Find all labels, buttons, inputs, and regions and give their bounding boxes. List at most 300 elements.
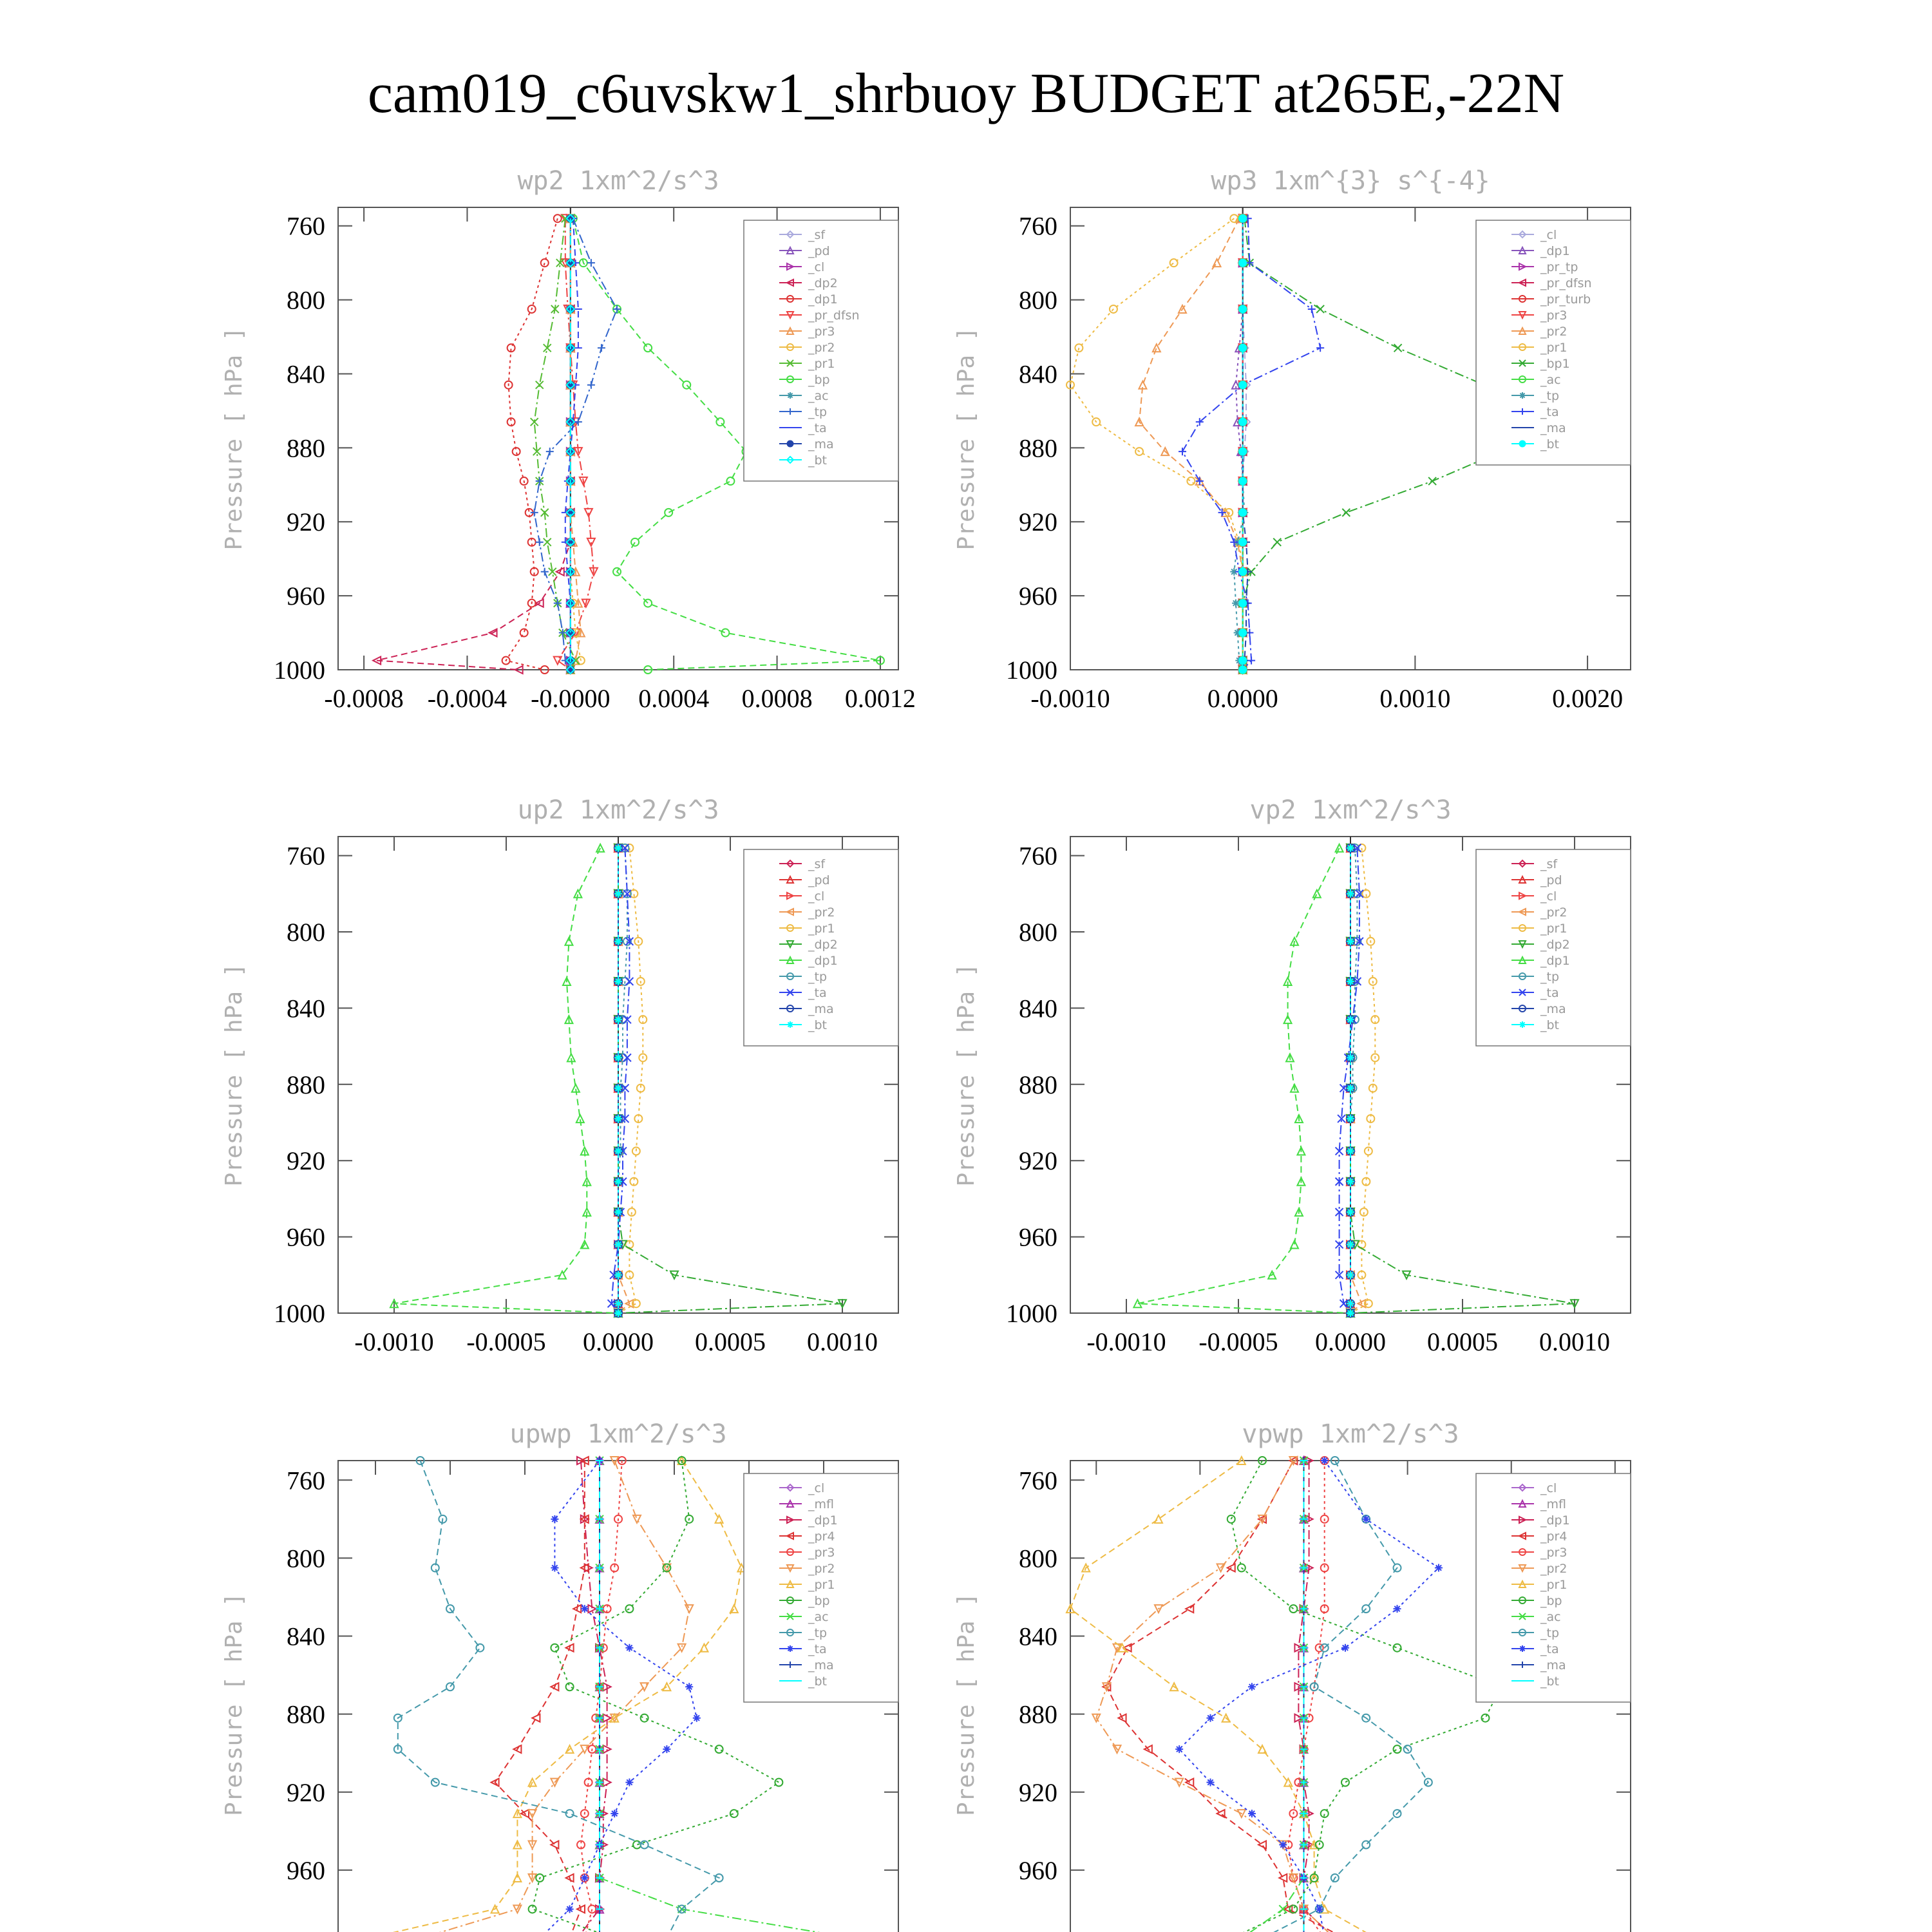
data-point [1362, 1841, 1370, 1849]
data-point [536, 381, 544, 389]
data-point [1239, 657, 1247, 665]
series-line [394, 848, 618, 1313]
series-line [1070, 218, 1243, 670]
legend-entry: _bt [1540, 1674, 1560, 1689]
data-point [1153, 344, 1160, 352]
data-point [1239, 214, 1247, 222]
series-line [377, 218, 571, 670]
y-tick-label: 880 [1019, 1700, 1057, 1729]
data-point [567, 418, 574, 426]
data-point [614, 1240, 622, 1248]
series-line [1182, 218, 1320, 670]
legend [744, 1473, 898, 1702]
legend-entry: _dp2 [808, 276, 838, 290]
data-point [715, 1515, 723, 1523]
legend-entry: _pd [808, 873, 830, 887]
y-tick-label: 800 [1019, 285, 1057, 315]
data-point [446, 1683, 454, 1690]
legend-entry: _pr_tp [1540, 260, 1578, 274]
y-axis-label: Pressure [ hPa ] [221, 327, 247, 551]
legend-entry: _ac [808, 389, 829, 403]
series-dp1 [502, 214, 562, 674]
legend-marker [1519, 392, 1526, 399]
data-point [1207, 1714, 1215, 1722]
y-tick-label: 840 [287, 994, 325, 1023]
data-point [614, 890, 622, 898]
series-line [368, 1461, 741, 1932]
data-point [1248, 1683, 1256, 1690]
legend-entry: _bt [808, 453, 828, 468]
data-point [1347, 1147, 1354, 1155]
y-tick-label: 840 [1019, 1622, 1057, 1651]
data-point [633, 1515, 641, 1523]
data-point [614, 1300, 622, 1307]
data-point [693, 1714, 701, 1722]
y-tick-label: 800 [1019, 1544, 1057, 1573]
data-point [1239, 381, 1247, 389]
legend-entry: _ma [808, 1002, 834, 1016]
data-point [565, 938, 573, 945]
legend-entry: _bt [1540, 1018, 1560, 1032]
chart-panel-5 [221, 1419, 947, 1932]
x-tick-label: -0.0010 [1086, 1327, 1166, 1356]
data-point [1347, 1115, 1354, 1122]
data-point [1213, 259, 1221, 267]
data-point [1175, 1745, 1183, 1753]
data-point [1347, 844, 1354, 852]
series-bp [1227, 1457, 1505, 1932]
data-point [721, 629, 729, 637]
series-line [1262, 1461, 1428, 1932]
data-point [1291, 1240, 1298, 1248]
legend-entry: _dp1 [1540, 954, 1570, 968]
data-point [551, 1644, 558, 1652]
legend-entry: _pr2 [808, 905, 835, 920]
legend-marker [787, 392, 793, 399]
x-tick-label: 0.0005 [1427, 1327, 1498, 1356]
data-point [1347, 1016, 1354, 1023]
data-point [775, 1779, 782, 1786]
data-point [541, 568, 549, 576]
series-dp2 [373, 214, 574, 674]
legend-marker [1519, 440, 1526, 447]
data-point [614, 1115, 622, 1122]
data-point [1428, 477, 1436, 485]
data-point [551, 1515, 558, 1523]
data-point [614, 1178, 622, 1186]
series-ac [1238, 1457, 1308, 1932]
legend-entry: _sf [808, 228, 826, 242]
y-tick-label: 920 [1019, 507, 1057, 537]
data-point [1394, 344, 1402, 352]
panel-title: wp3 1xm^{3} s^{-4} [1211, 166, 1490, 196]
data-point [1239, 259, 1247, 267]
data-point [1239, 629, 1247, 637]
legend-entry: _tp [808, 405, 828, 419]
data-point [726, 477, 734, 485]
panel-title: wp2 1xm^2/s^3 [517, 166, 719, 196]
data-point [536, 538, 544, 546]
data-point [625, 1605, 633, 1613]
data-point [614, 1271, 622, 1279]
data-point [614, 1208, 622, 1216]
y-tick-label: 880 [1019, 433, 1057, 463]
x-tick-label: 0.0010 [807, 1327, 878, 1356]
legend-marker [1519, 1645, 1526, 1652]
x-tick-label: -0.0005 [1198, 1327, 1278, 1356]
x-tick-label: 0.0004 [638, 684, 710, 713]
data-point [1321, 1457, 1329, 1464]
data-point [614, 1309, 622, 1317]
legend-entry: _pr4 [1540, 1530, 1567, 1544]
y-tick-label: 760 [287, 1466, 325, 1495]
x-tick-label: 0.0020 [1552, 684, 1624, 713]
legend-entry: _mfl [1540, 1497, 1566, 1511]
legend-entry: _bt [1540, 437, 1560, 451]
data-point [532, 1714, 540, 1722]
series-dp1 [1133, 844, 1354, 1317]
legend [1476, 849, 1631, 1046]
legend-entry: _pr2 [808, 341, 835, 355]
data-point [1316, 344, 1324, 352]
x-tick-label: -0.0000 [531, 684, 611, 713]
data-point [633, 1841, 641, 1849]
data-point [596, 844, 604, 852]
legend-entry: _ma [1540, 421, 1566, 435]
y-tick-label: 800 [1019, 918, 1057, 947]
data-point [685, 1683, 693, 1690]
x-tick-label: 0.0012 [844, 684, 916, 713]
series-line [1139, 218, 1243, 670]
data-point [1342, 509, 1350, 516]
data-point [685, 1605, 693, 1613]
x-tick-label: -0.0010 [1030, 684, 1110, 713]
panel-title: vp2 1xm^2/s^3 [1249, 795, 1452, 825]
y-tick-label: 760 [1019, 211, 1057, 241]
series-line [533, 1461, 779, 1932]
legend-entry: _pr1 [1540, 341, 1567, 355]
legend-entry: _pr1 [1540, 1578, 1567, 1592]
series-line [495, 1461, 600, 1932]
data-point [1313, 890, 1321, 898]
legend [744, 220, 898, 481]
legend-entry: _dp2 [808, 938, 838, 952]
legend-entry: _ma [1540, 1658, 1566, 1672]
data-point [1239, 305, 1247, 313]
y-axis-label: Pressure [ hPa ] [953, 963, 980, 1187]
data-point [614, 938, 622, 945]
y-tick-label: 840 [1019, 359, 1057, 389]
legend-entry: _dp1 [1540, 244, 1570, 258]
legend-entry: _bt [808, 1674, 828, 1689]
legend-entry: _tp [808, 970, 828, 984]
x-tick-label: -0.0008 [324, 684, 404, 713]
legend-entry: _dp1 [808, 1513, 838, 1528]
data-point [1394, 1745, 1401, 1753]
legend-entry: _pr3 [808, 325, 835, 339]
legend-entry: _bp [1540, 1594, 1562, 1608]
data-point [628, 1208, 636, 1216]
data-point [614, 1084, 622, 1092]
data-point [665, 509, 672, 516]
legend-entry: _pr_dfsn [1540, 276, 1592, 290]
legend-marker [787, 1645, 793, 1652]
data-point [513, 1874, 521, 1882]
data-point [1284, 1016, 1292, 1023]
data-point [631, 538, 639, 546]
data-point [1239, 418, 1247, 426]
legend [1476, 220, 1631, 465]
y-tick-label: 880 [1019, 1070, 1057, 1099]
legend-entry: _pr1 [808, 357, 835, 371]
data-point [683, 381, 690, 389]
chart-panel-3 [221, 795, 898, 1356]
x-tick-label: 0.0008 [741, 684, 813, 713]
data-point [716, 418, 724, 426]
y-tick-label: 800 [287, 285, 325, 315]
chart-panel-1 [221, 166, 916, 713]
series-line [535, 218, 617, 670]
data-point [614, 978, 622, 985]
legend-entry: _cl [808, 260, 825, 274]
data-point [1273, 538, 1281, 546]
y-tick-label: 1000 [274, 1299, 325, 1328]
x-tick-label: 0.0000 [1315, 1327, 1386, 1356]
y-tick-label: 960 [287, 1222, 325, 1252]
legend-entry: _dp1 [1540, 1513, 1570, 1528]
legend-entry: _pr2 [1540, 905, 1567, 920]
data-point [1247, 657, 1255, 665]
x-tick-label: -0.0004 [427, 684, 507, 713]
data-point [1239, 538, 1247, 546]
legend-entry: _sf [1540, 857, 1558, 871]
data-point [644, 600, 652, 607]
y-tick-label: 1000 [274, 656, 325, 685]
data-point [1394, 1605, 1401, 1613]
data-point [1239, 344, 1247, 352]
y-tick-label: 960 [1019, 1855, 1057, 1885]
series-line [1242, 1461, 1304, 1932]
x-tick-label: -0.0005 [466, 1327, 546, 1356]
data-point [566, 1683, 574, 1690]
data-point [730, 1810, 738, 1817]
data-point [1170, 259, 1178, 267]
data-point [1186, 1605, 1193, 1613]
legend-entry: _tp [1540, 1626, 1560, 1640]
data-point [1347, 938, 1354, 945]
data-point [625, 978, 633, 985]
data-point [1239, 666, 1247, 674]
y-tick-label: 760 [287, 841, 325, 871]
data-point [1336, 844, 1343, 852]
data-point [581, 1874, 589, 1882]
y-tick-label: 760 [1019, 841, 1057, 871]
data-point [1347, 1271, 1354, 1279]
data-point [587, 259, 595, 267]
data-point [476, 1644, 484, 1652]
data-point [1347, 1309, 1354, 1317]
legend-entry: _pr1 [1540, 922, 1567, 936]
data-point [715, 1745, 723, 1753]
legend-entry: _pr3 [808, 1546, 835, 1560]
data-point [1239, 600, 1247, 607]
series-pr4 [491, 1457, 603, 1932]
series-line [1137, 848, 1350, 1313]
legend-entry: _ma [808, 437, 834, 451]
series-ta [1175, 1457, 1443, 1932]
data-point [598, 344, 605, 352]
x-tick-label: 0.0005 [695, 1327, 766, 1356]
legend-entry: _pd [808, 244, 830, 258]
chart-panel-6 [953, 1419, 1663, 1932]
series-dp1 [390, 844, 622, 1317]
series-line [506, 218, 558, 670]
legend-entry: _bt [808, 1018, 828, 1032]
y-tick-label: 1000 [1006, 1299, 1057, 1328]
legend-entry: _ta [808, 1642, 827, 1656]
data-point [1187, 477, 1195, 485]
data-point [1347, 890, 1354, 898]
series-pr4 [1103, 1457, 1349, 1932]
data-point [1360, 1208, 1368, 1216]
data-point [541, 259, 549, 267]
data-point [1481, 1714, 1489, 1722]
y-tick-label: 880 [287, 1700, 325, 1729]
legend [744, 849, 898, 1046]
legend-entry: _sf [808, 857, 826, 871]
legend-entry: _bp1 [1540, 357, 1570, 371]
x-tick-label: 0.0000 [1207, 684, 1278, 713]
series-line [421, 1461, 690, 1932]
legend-entry: _pr2 [1540, 1562, 1567, 1576]
x-tick-label: 0.0010 [1539, 1327, 1610, 1356]
y-tick-label: 960 [287, 582, 325, 611]
data-point [614, 1054, 622, 1061]
legend-entry: _dp2 [1540, 938, 1570, 952]
legend-entry: _bp [808, 1594, 830, 1608]
data-point [1179, 448, 1186, 455]
data-point [1394, 1644, 1401, 1652]
y-axis-label: Pressure [ hPa ] [953, 327, 980, 551]
series-pr2 [1135, 214, 1247, 674]
y-axis-label: Pressure [ hPa ] [221, 963, 247, 1187]
data-point [1239, 448, 1247, 455]
legend-entry: _cl [1540, 228, 1557, 242]
legend-entry: _dp1 [808, 954, 838, 968]
legend-entry: _ta [1540, 986, 1559, 1000]
y-tick-label: 800 [287, 1544, 325, 1573]
y-tick-label: 960 [1019, 582, 1057, 611]
legend-entry: _pr3 [1540, 1546, 1567, 1560]
y-tick-label: 920 [287, 1146, 325, 1176]
series-pr1 [1066, 214, 1247, 674]
chart-panel-2 [953, 166, 1631, 713]
legend-entry: _pr4 [808, 1530, 835, 1544]
data-point [1347, 1208, 1354, 1216]
x-tick-label: 0.0010 [1379, 684, 1451, 713]
legend-entry: _ma [1540, 1002, 1566, 1016]
legend-entry: _ta [1540, 405, 1559, 419]
data-point [1347, 1300, 1354, 1307]
panel-title: up2 1xm^2/s^3 [517, 795, 719, 825]
y-tick-label: 920 [287, 507, 325, 537]
data-point [581, 1605, 589, 1613]
data-point [663, 1745, 670, 1753]
data-point [1316, 1905, 1323, 1913]
y-tick-label: 840 [287, 359, 325, 389]
data-point [520, 629, 528, 637]
data-point [1347, 1084, 1354, 1092]
legend-entry: _pd [1540, 873, 1562, 887]
series-pr1 [1066, 1457, 1380, 1932]
data-point [1347, 978, 1354, 985]
x-tick-label: 0.0000 [583, 1327, 654, 1356]
page-title: cam019_c6uvskw1_shrbuoy BUDGET at265E,-22N [367, 62, 1565, 125]
series-line [540, 1461, 697, 1932]
series-line [398, 1461, 719, 1932]
y-tick-label: 880 [287, 1070, 325, 1099]
legend-entry: _cl [808, 1481, 825, 1495]
chart-panel-4 [953, 795, 1631, 1356]
y-tick-label: 960 [1019, 1222, 1057, 1252]
legend-entry: _pr1 [808, 922, 835, 936]
legend-entry: _dp1 [808, 292, 838, 307]
legend-entry: _tp [1540, 389, 1560, 403]
y-tick-label: 960 [287, 1855, 325, 1885]
data-point [614, 844, 622, 852]
y-axis-label: Pressure [ hPa ] [221, 1593, 247, 1816]
legend-entry: _ma [808, 1658, 834, 1672]
data-point [641, 1714, 649, 1722]
data-point [1347, 1240, 1354, 1248]
y-axis-label: Pressure [ hPa ] [953, 1593, 980, 1816]
data-point [585, 509, 592, 516]
legend-entry: _cl [1540, 889, 1557, 904]
y-tick-label: 840 [287, 1622, 325, 1651]
data-point [625, 1644, 633, 1652]
legend-entry: _ac [1540, 1610, 1561, 1624]
x-tick-label: -0.0010 [354, 1327, 434, 1356]
legend-entry: _bp [808, 373, 830, 387]
legend-entry: _cl [1540, 1481, 1557, 1495]
legend-entry: _ta [1540, 1642, 1559, 1656]
series-pr2 [1092, 1457, 1339, 1932]
legend-entry: _ac [1540, 373, 1561, 387]
data-point [587, 381, 595, 389]
y-tick-label: 1000 [1006, 656, 1057, 685]
legend-marker [787, 440, 793, 447]
data-point [1435, 1564, 1443, 1572]
series-ta [536, 1457, 701, 1932]
legend-entry: _ta [808, 986, 827, 1000]
y-tick-label: 800 [287, 918, 325, 947]
data-point [1239, 477, 1247, 485]
y-tick-label: 840 [1019, 994, 1057, 1023]
legend-entry: _pr2 [1540, 325, 1567, 339]
data-point [614, 1016, 622, 1023]
data-point [625, 1779, 633, 1786]
y-tick-label: 920 [1019, 1146, 1057, 1176]
data-point [1239, 568, 1247, 576]
data-point [1341, 1779, 1349, 1786]
panel-title: vpwp 1xm^2/s^3 [1242, 1419, 1459, 1449]
data-point [544, 538, 551, 546]
legend-entry: _pr2 [808, 1562, 835, 1576]
y-tick-label: 760 [287, 211, 325, 241]
legend-entry: _pr_dfsn [808, 308, 860, 323]
data-point [1279, 1841, 1287, 1849]
y-tick-label: 920 [287, 1777, 325, 1807]
